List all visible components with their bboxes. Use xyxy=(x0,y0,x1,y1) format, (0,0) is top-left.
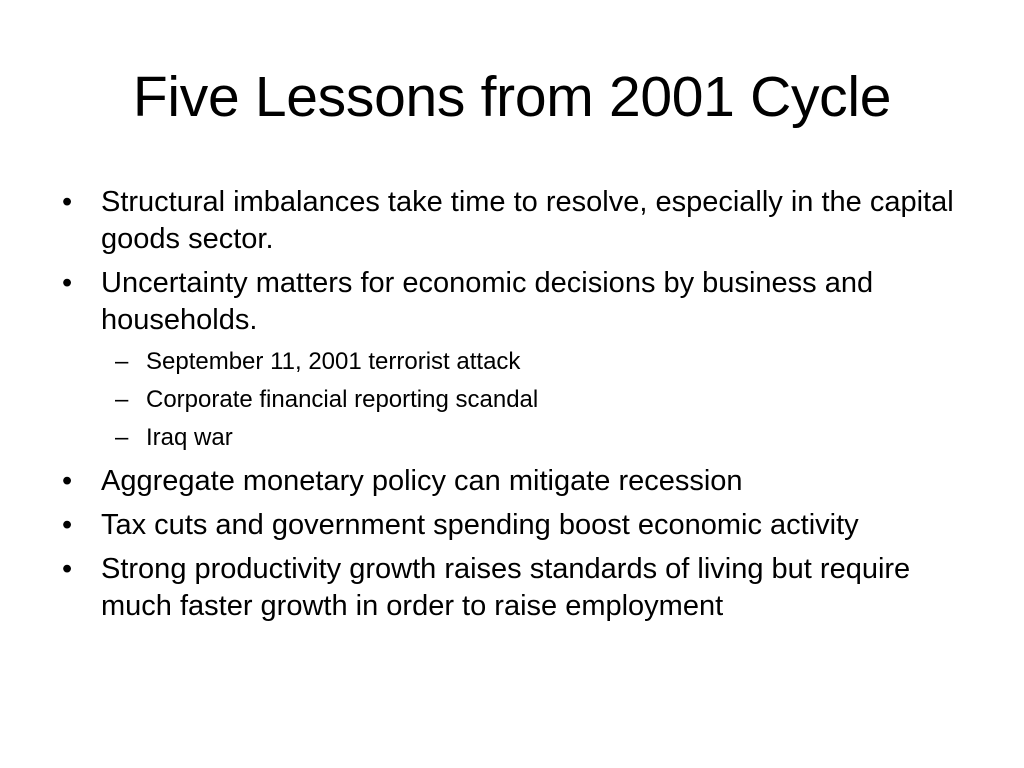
dash-marker: – xyxy=(115,424,129,451)
bullet-marker: • xyxy=(62,267,73,299)
bullet-text: Structural imbalances take time to resolve, especially in the capital goods sector. xyxy=(101,186,954,255)
bullet-text: Aggregate monetary policy can mitigate recession xyxy=(101,465,743,497)
sub-bullet-item xyxy=(101,422,976,453)
bullet-text: Tax cuts and government spending boost economic activity xyxy=(101,509,859,541)
dash-marker: – xyxy=(115,386,129,413)
bullet-list xyxy=(56,184,976,632)
bullet-marker: • xyxy=(62,509,73,541)
sub-bullet-list xyxy=(101,346,976,453)
bullet-item xyxy=(56,551,976,625)
sub-bullet-text: Iraq war xyxy=(146,424,233,451)
bullet-marker: • xyxy=(62,553,73,585)
bullet-marker: • xyxy=(62,186,73,218)
bullet-item xyxy=(56,265,976,453)
bullet-item xyxy=(56,184,976,258)
slide-title: Five Lessons from 2001 Cycle xyxy=(132,65,892,129)
dash-marker: – xyxy=(115,348,129,375)
sub-bullet-text: Corporate financial reporting scandal xyxy=(146,386,539,413)
bullet-item xyxy=(56,463,976,500)
bullet-marker: • xyxy=(62,465,73,497)
sub-bullet-item xyxy=(101,346,976,377)
bullet-item xyxy=(56,507,976,544)
bullet-text: Uncertainty matters for economic decisions by business and households. xyxy=(101,267,874,336)
sub-bullet-item xyxy=(101,384,976,415)
bullet-text: Strong productivity growth raises standards of living but require much faster growth in order to raise employment xyxy=(101,553,911,622)
sub-bullet-text: September 11, 2001 terrorist attack xyxy=(146,348,521,375)
